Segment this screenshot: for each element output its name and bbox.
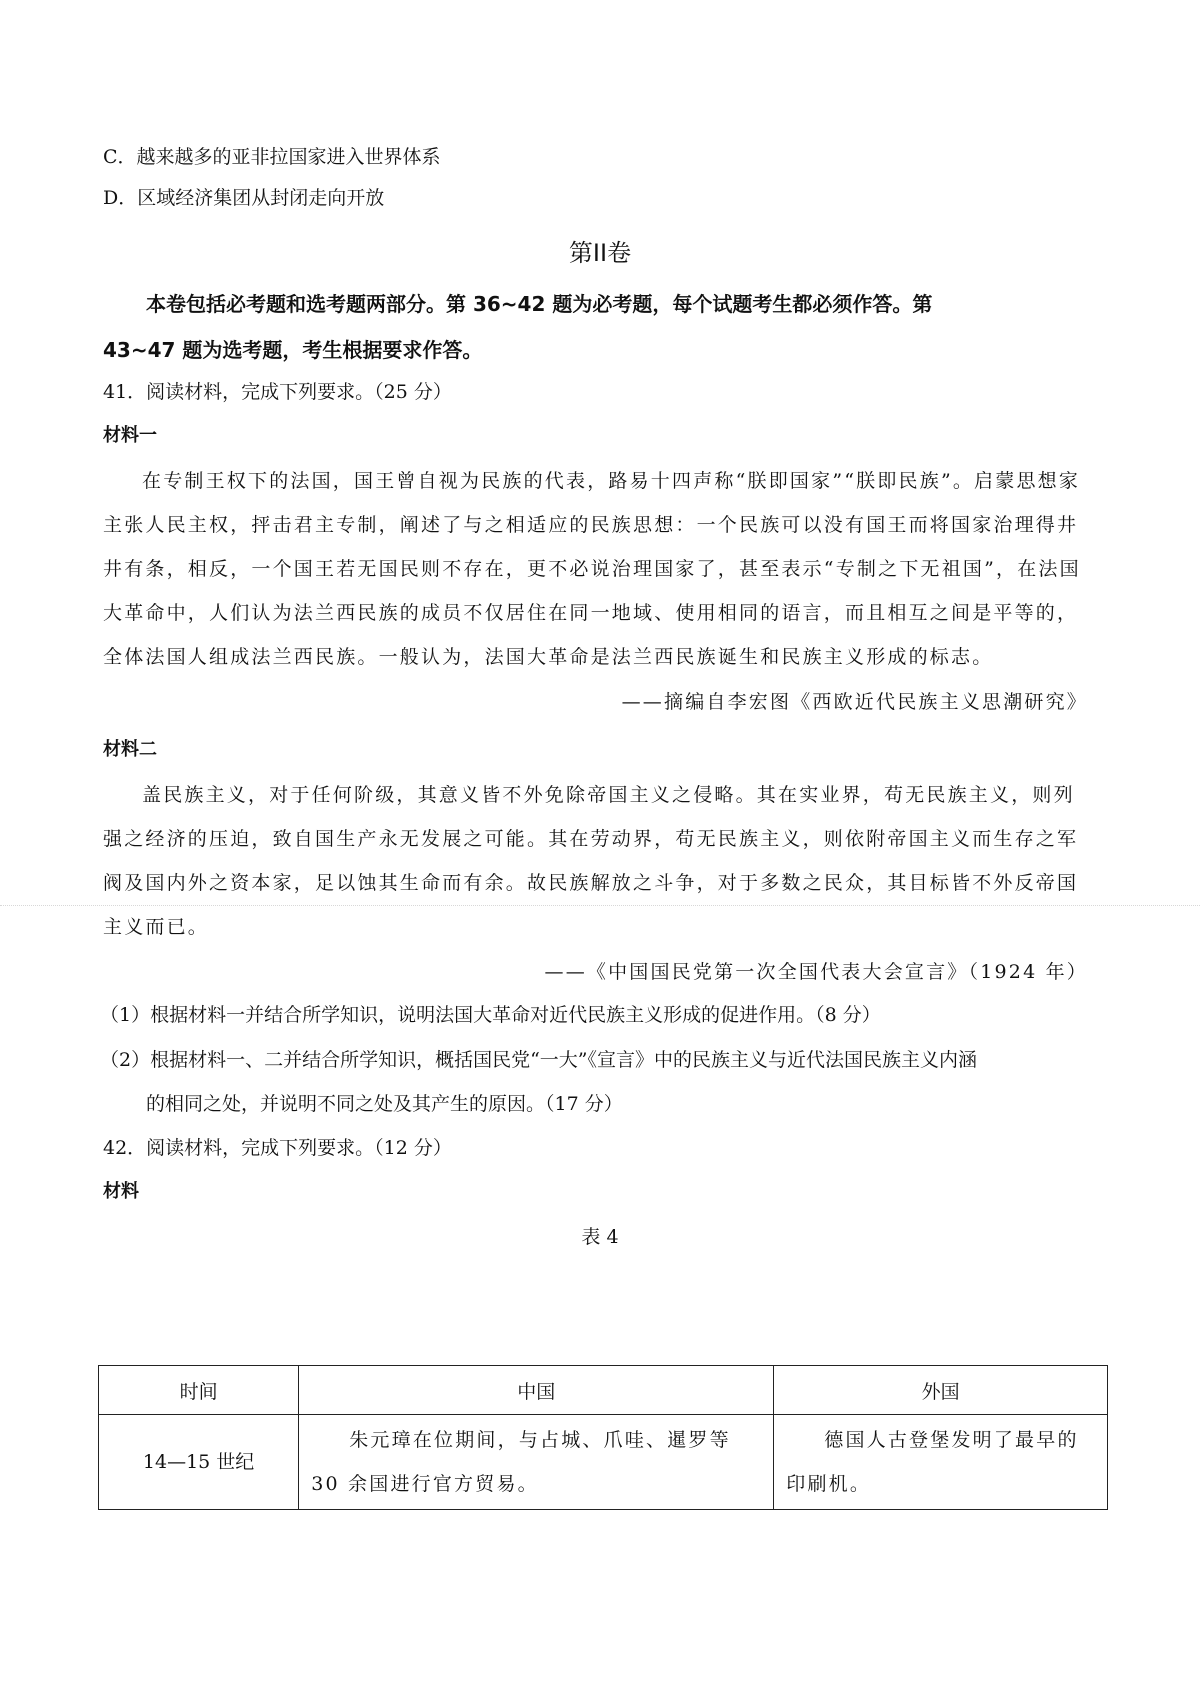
q41-material2-line: 主义而已。 <box>103 916 210 938</box>
table-caption: 表 4 <box>581 1226 619 1248</box>
option-c-letter: C． <box>103 146 137 168</box>
table-header-foreign: 外国 <box>774 1366 1108 1415</box>
q41-material2-line: 阀及国内外之资本家，足以蚀其生命而有余。故民族解放之斗争，对于多数之民众，其目标皆不外反帝国 <box>103 872 1079 894</box>
table-4 <box>98 1365 1108 1510</box>
q41-sub-1: （1）根据材料一并结合所学知识，说明法国大革命对近代民族主义形成的促进作用。（8 分） <box>100 1004 881 1026</box>
table-cell-china: 朱元璋在位期间，与占城、爪哇、暹罗等 30 余国进行官方贸易。 <box>299 1415 774 1510</box>
q41-sub-2-line-1: （2）根据材料一、二并结合所学知识，概括国民党“一大”《宣言》中的民族主义与近代法国民族主义内涵 <box>100 1049 978 1071</box>
q41-material2-line: 强之经济的压迫，致自国生产永无发展之可能。其在劳动界，苟无民族主义，则依附帝国主义而生存之军 <box>103 828 1079 850</box>
table-row <box>99 1415 1108 1510</box>
q41-material1-line: 大革命中，人们认为法兰西民族的成员不仅居住在同一地域、使用相同的语言，而且相互之间是平等的， <box>103 602 1079 624</box>
q41-material1-line: 在专制王权下的法国，国王曾自视为民族的代表，路易十四声称“朕即国家”“朕即民族”。启蒙思想家 <box>142 470 1081 492</box>
section-intro-line-1: 本卷包括必考题和选考题两部分。第 36~42 题为必考题，每个试题考生都必须作答。第 <box>146 292 933 316</box>
q41-material1-source: ——摘编自李宏图《西欧近代民族主义思潮研究》 <box>621 691 1088 713</box>
option-d-letter: D． <box>103 187 138 209</box>
option-d <box>103 186 384 210</box>
q42-material-label: 材料 <box>103 1181 139 1202</box>
table-header-row <box>99 1366 1108 1415</box>
q41-sub-2-line-2: 的相同之处，并说明不同之处及其产生的原因。（17 分） <box>146 1093 623 1115</box>
q42-heading: 42．阅读材料，完成下列要求。（12 分） <box>103 1137 452 1159</box>
option-d-text: 区域经济集团从封闭走向开放 <box>137 187 385 209</box>
option-c <box>103 145 441 169</box>
section-intro-line-2: 43~47 题为选考题，考生根据要求作答。 <box>103 338 483 362</box>
q41-material2-label: 材料二 <box>103 739 157 760</box>
option-c-text: 越来越多的亚非拉国家进入世界体系 <box>136 146 441 168</box>
q41-material2-line: 盖民族主义，对于任何阶级，其意义皆不外免除帝国主义之侵略。其在实业界，苟无民族主义，则列 <box>142 784 1075 806</box>
q41-material1-label: 材料一 <box>103 425 157 446</box>
q41-heading: 41．阅读材料，完成下列要求。（25 分） <box>103 381 452 403</box>
q41-material1-line: 全体法国人组成法兰西民族。一般认为，法国大革命是法兰西民族诞生和民族主义形成的标志。 <box>103 646 994 668</box>
scan-divider <box>0 905 1200 906</box>
table-header-time: 时间 <box>99 1366 299 1415</box>
q41-material1-line: 井有条，相反，一个国王若无国民则不存在，更不必说治理国家了，甚至表示“专制之下无祖国”，在法国 <box>103 558 1081 580</box>
q41-material1-line: 主张人民主权，抨击君主专制，阐述了与之相适应的民族思想：一个民族可以没有国王而将国家治理得井 <box>103 514 1079 536</box>
q41-material2-source: ——《中国国民党第一次全国代表大会宣言》（1924 年） <box>544 961 1088 983</box>
table-cell-period: 14—15 世纪 <box>99 1415 299 1510</box>
section-title: 第II卷 <box>568 239 632 267</box>
table-header-china: 中国 <box>299 1366 774 1415</box>
table-cell-foreign: 德国人古登堡发明了最早的印刷机。 <box>774 1415 1108 1510</box>
